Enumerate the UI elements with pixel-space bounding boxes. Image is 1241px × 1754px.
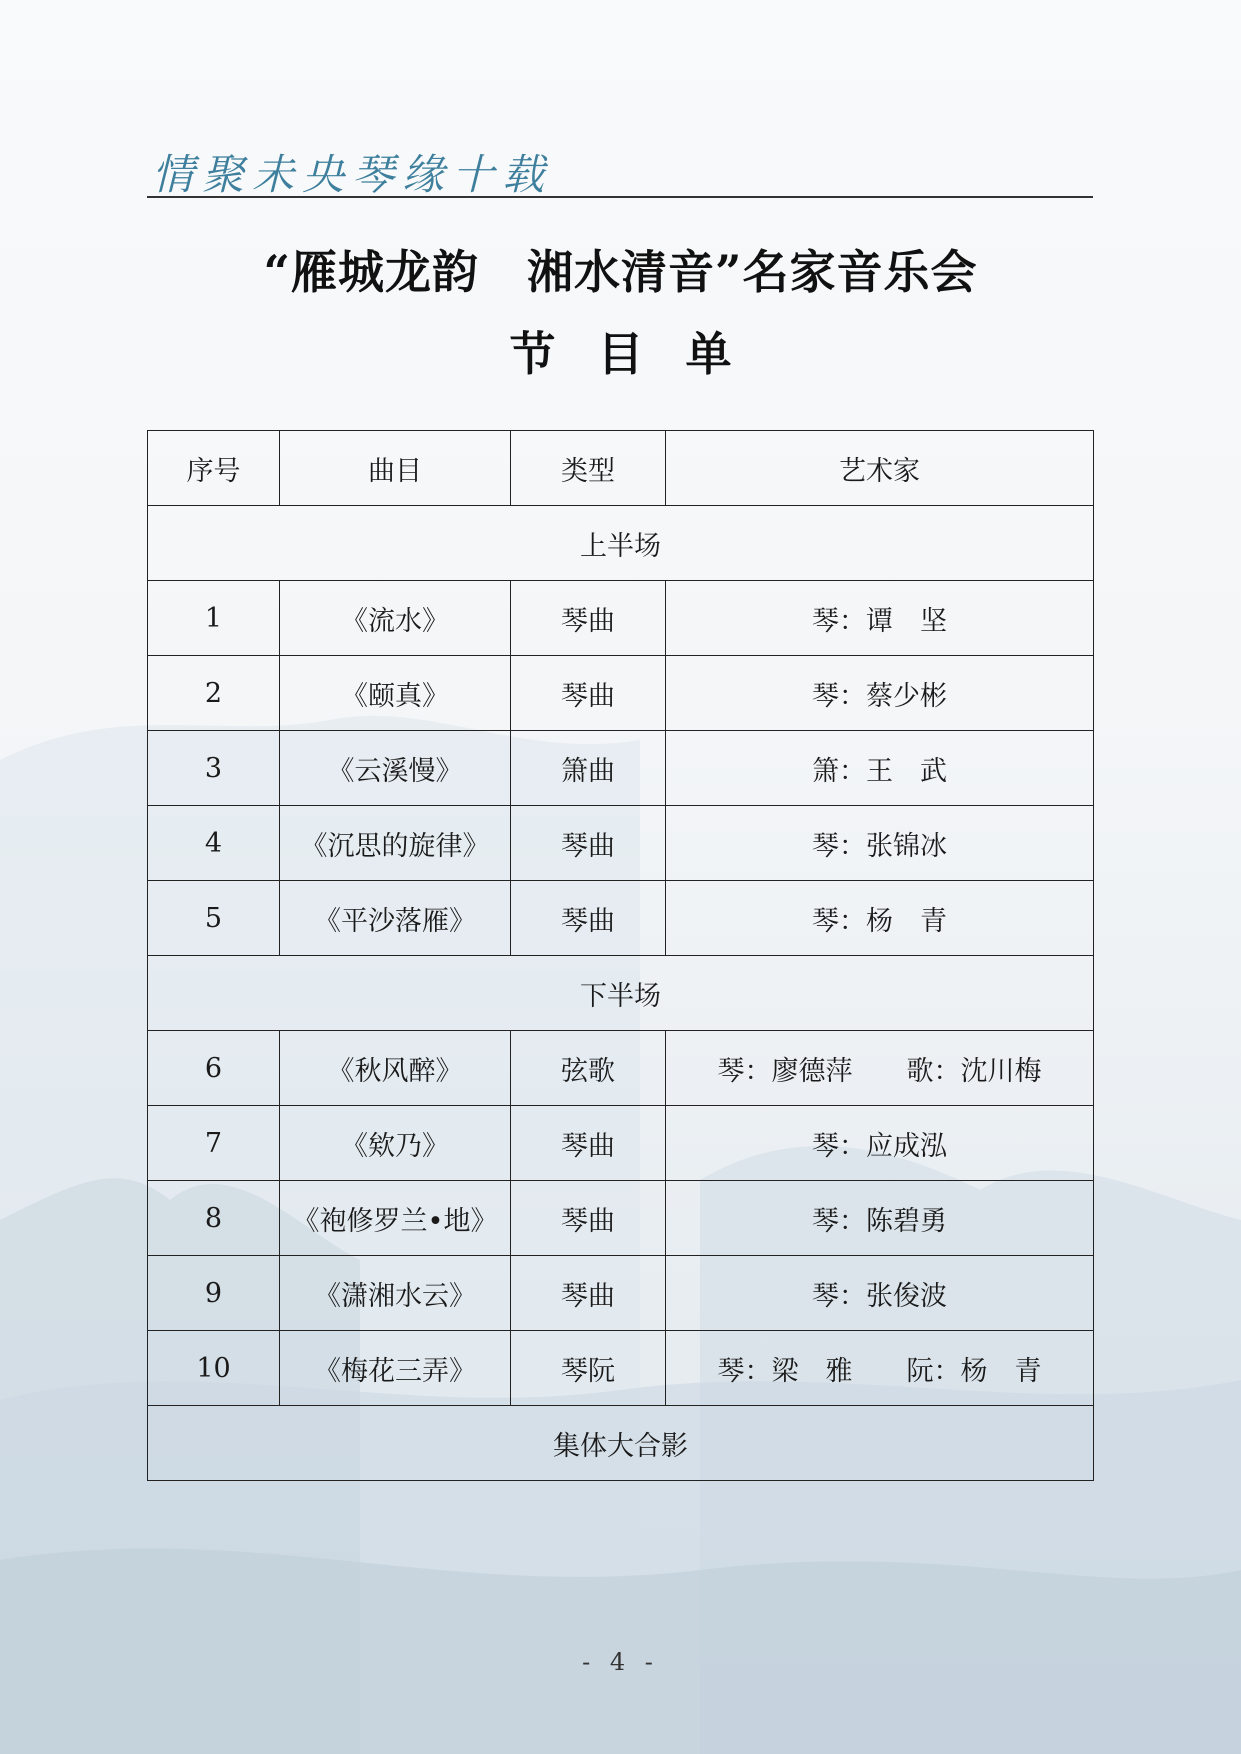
concert-title bbox=[0, 236, 1241, 302]
header-divider bbox=[147, 196, 1093, 198]
table-row bbox=[148, 731, 1094, 806]
row-piece: 《袍修罗兰•地》 bbox=[280, 1181, 511, 1256]
row-piece: 《平沙落雁》 bbox=[280, 881, 511, 956]
row-piece: 《沉思的旋律》 bbox=[280, 806, 511, 881]
row-type: 琴曲 bbox=[511, 1256, 666, 1331]
section-label-first-half: 上半场 bbox=[148, 506, 1094, 581]
row-type: 琴曲 bbox=[511, 1181, 666, 1256]
row-artist: 琴：应成泓 bbox=[666, 1106, 1094, 1181]
row-number: 8 bbox=[148, 1181, 280, 1256]
table-row bbox=[148, 581, 1094, 656]
table-row bbox=[148, 881, 1094, 956]
column-header-artist: 艺术家 bbox=[666, 431, 1094, 506]
row-number: 4 bbox=[148, 806, 280, 881]
row-piece: 《潇湘水云》 bbox=[280, 1256, 511, 1331]
section-row-second-half bbox=[148, 956, 1094, 1031]
program-table bbox=[147, 430, 1094, 1481]
section-row-first-half bbox=[148, 506, 1094, 581]
column-header-piece: 曲目 bbox=[280, 431, 511, 506]
row-piece: 《流水》 bbox=[280, 581, 511, 656]
row-number: 5 bbox=[148, 881, 280, 956]
row-type: 琴曲 bbox=[511, 881, 666, 956]
column-header-type: 类型 bbox=[511, 431, 666, 506]
row-number: 6 bbox=[148, 1031, 280, 1106]
row-type: 弦歌 bbox=[511, 1031, 666, 1106]
table-header-row bbox=[148, 431, 1094, 506]
section-label-second-half: 下半场 bbox=[148, 956, 1094, 1031]
table-row bbox=[148, 656, 1094, 731]
row-artist: 琴：谭 坚 bbox=[666, 581, 1094, 656]
row-number: 10 bbox=[148, 1331, 280, 1406]
table-row bbox=[148, 1331, 1094, 1406]
row-artist: 箫：王 武 bbox=[666, 731, 1094, 806]
row-artist: 琴：杨 青 bbox=[666, 881, 1094, 956]
row-number: 1 bbox=[148, 581, 280, 656]
row-number: 3 bbox=[148, 731, 280, 806]
row-number: 9 bbox=[148, 1256, 280, 1331]
row-piece: 《云溪慢》 bbox=[280, 731, 511, 806]
row-artist: 琴：张锦冰 bbox=[666, 806, 1094, 881]
column-header-number: 序号 bbox=[148, 431, 280, 506]
row-type: 琴阮 bbox=[511, 1331, 666, 1406]
table-row bbox=[148, 1031, 1094, 1106]
row-piece: 《梅花三弄》 bbox=[280, 1331, 511, 1406]
table-row bbox=[148, 1181, 1094, 1256]
row-artist: 琴：梁 雅 阮：杨 青 bbox=[666, 1331, 1094, 1406]
page-number: - 4 - bbox=[582, 1648, 659, 1676]
row-piece: 《颐真》 bbox=[280, 656, 511, 731]
table-row bbox=[148, 1106, 1094, 1181]
row-artist: 琴：蔡少彬 bbox=[666, 656, 1094, 731]
row-artist: 琴：张俊波 bbox=[666, 1256, 1094, 1331]
row-type: 琴曲 bbox=[511, 806, 666, 881]
finale-row bbox=[148, 1406, 1094, 1481]
row-number: 7 bbox=[148, 1106, 280, 1181]
row-number: 2 bbox=[148, 656, 280, 731]
program-subtitle: 节目单 bbox=[509, 327, 774, 381]
row-piece: 《秋风醉》 bbox=[280, 1031, 511, 1106]
concert-title-part1: “雁城龙韵 bbox=[263, 245, 479, 299]
row-artist: 琴：廖德萍 歌：沈川梅 bbox=[666, 1031, 1094, 1106]
row-artist: 琴：陈碧勇 bbox=[666, 1181, 1094, 1256]
finale-label: 集体大合影 bbox=[148, 1406, 1094, 1481]
row-piece: 《欸乃》 bbox=[280, 1106, 511, 1181]
concert-title-part2: 湘水清音”名家音乐会 bbox=[527, 245, 978, 299]
row-type: 琴曲 bbox=[511, 1106, 666, 1181]
row-type: 琴曲 bbox=[511, 656, 666, 731]
header-brand: 情聚未央琴缘十载 bbox=[152, 150, 553, 199]
row-type: 箫曲 bbox=[511, 731, 666, 806]
row-type: 琴曲 bbox=[511, 581, 666, 656]
table-row bbox=[148, 1256, 1094, 1331]
table-row bbox=[148, 806, 1094, 881]
